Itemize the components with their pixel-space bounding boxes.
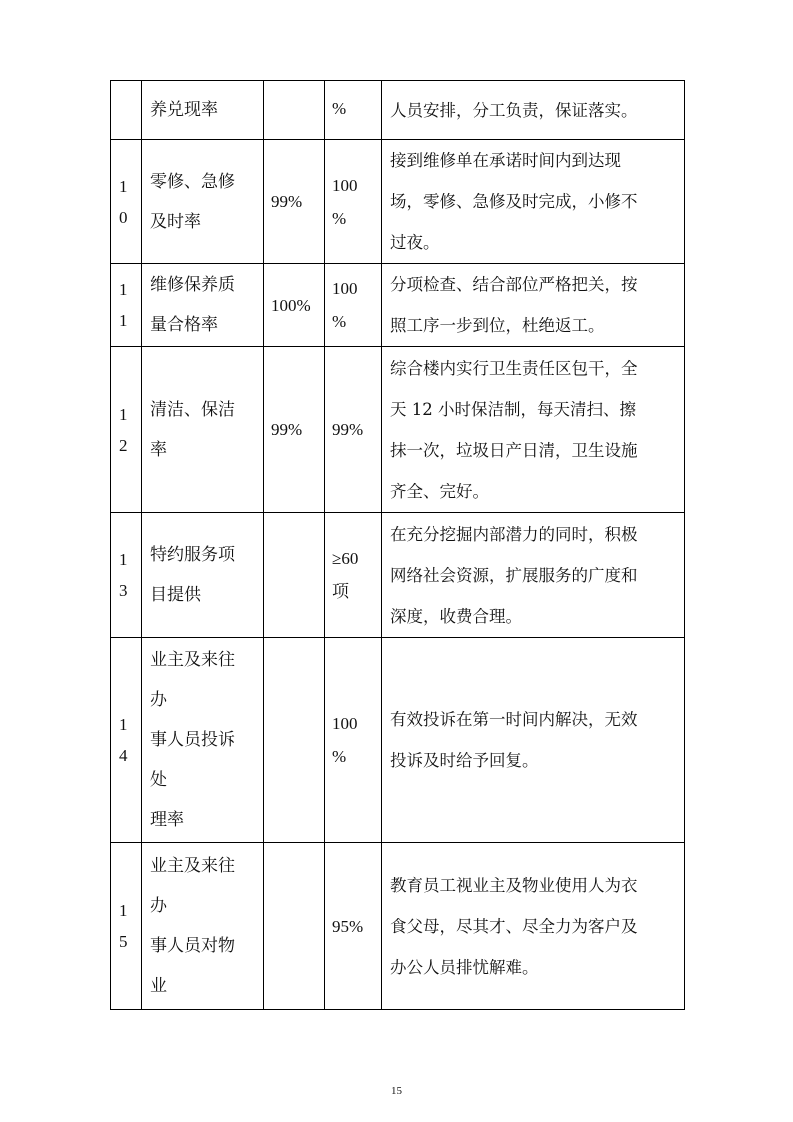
table-row [111,638,685,843]
row-number: 1 4 [111,638,142,843]
item-name: 零修、急修 及时率 [142,140,264,264]
actual-value: 99% [325,347,382,513]
target-value [264,638,325,843]
actual-value: 100 % [325,264,382,347]
table-row [111,264,685,347]
table-row [111,347,685,513]
table-row [111,513,685,638]
measure-text: 在充分挖掘内部潜力的同时，积极 网络社会资源，扩展服务的广度和 深度，收费合理。 [382,513,685,638]
item-name: 业主及来往 办 事人员对物 业 [142,843,264,1010]
target-value [264,81,325,140]
item-name: 特约服务项 目提供 [142,513,264,638]
row-number: 1 1 [111,264,142,347]
item-name: 清洁、保洁 率 [142,347,264,513]
actual-value: 100 % [325,638,382,843]
measure-text: 教育员工视业主及物业使用人为衣 食父母，尽其才、尽全力为客户及 办公人员排忧解难。 [382,843,685,1010]
table-row [111,81,685,140]
actual-value: 100 % [325,140,382,264]
row-number: 1 0 [111,140,142,264]
target-value [264,513,325,638]
measure-text: 人员安排，分工负责，保证落实。 [382,81,685,140]
measure-text: 接到维修单在承诺时间内到达现 场，零修、急修及时完成，小修不 过夜。 [382,140,685,264]
measure-text: 综合楼内实行卫生责任区包干，全 天 12 小时保洁制，每天清扫、擦 抹一次，垃圾日产日清，卫生设施 齐全、完好。 [382,347,685,513]
row-number: 1 5 [111,843,142,1010]
target-value: 99% [264,347,325,513]
actual-value: 95% [325,843,382,1010]
target-value: 100% [264,264,325,347]
row-number [111,81,142,140]
target-value: 99% [264,140,325,264]
item-name: 养兑现率 [142,81,264,140]
row-number: 1 2 [111,347,142,513]
measure-text: 分项检查、结合部位严格把关，按 照工序一步到位，杜绝返工。 [382,264,685,347]
table-row [111,140,685,264]
service-standards-table [110,80,685,1010]
item-name: 维修保养质 量合格率 [142,264,264,347]
item-name: 业主及来往 办 事人员投诉 处 理率 [142,638,264,843]
measure-text: 有效投诉在第一时间内解决，无效 投诉及时给予回复。 [382,638,685,843]
actual-value: ≥60 项 [325,513,382,638]
actual-value: % [325,81,382,140]
row-number: 1 3 [111,513,142,638]
page-number: 15 [391,1085,402,1097]
table-row [111,843,685,1010]
target-value [264,843,325,1010]
